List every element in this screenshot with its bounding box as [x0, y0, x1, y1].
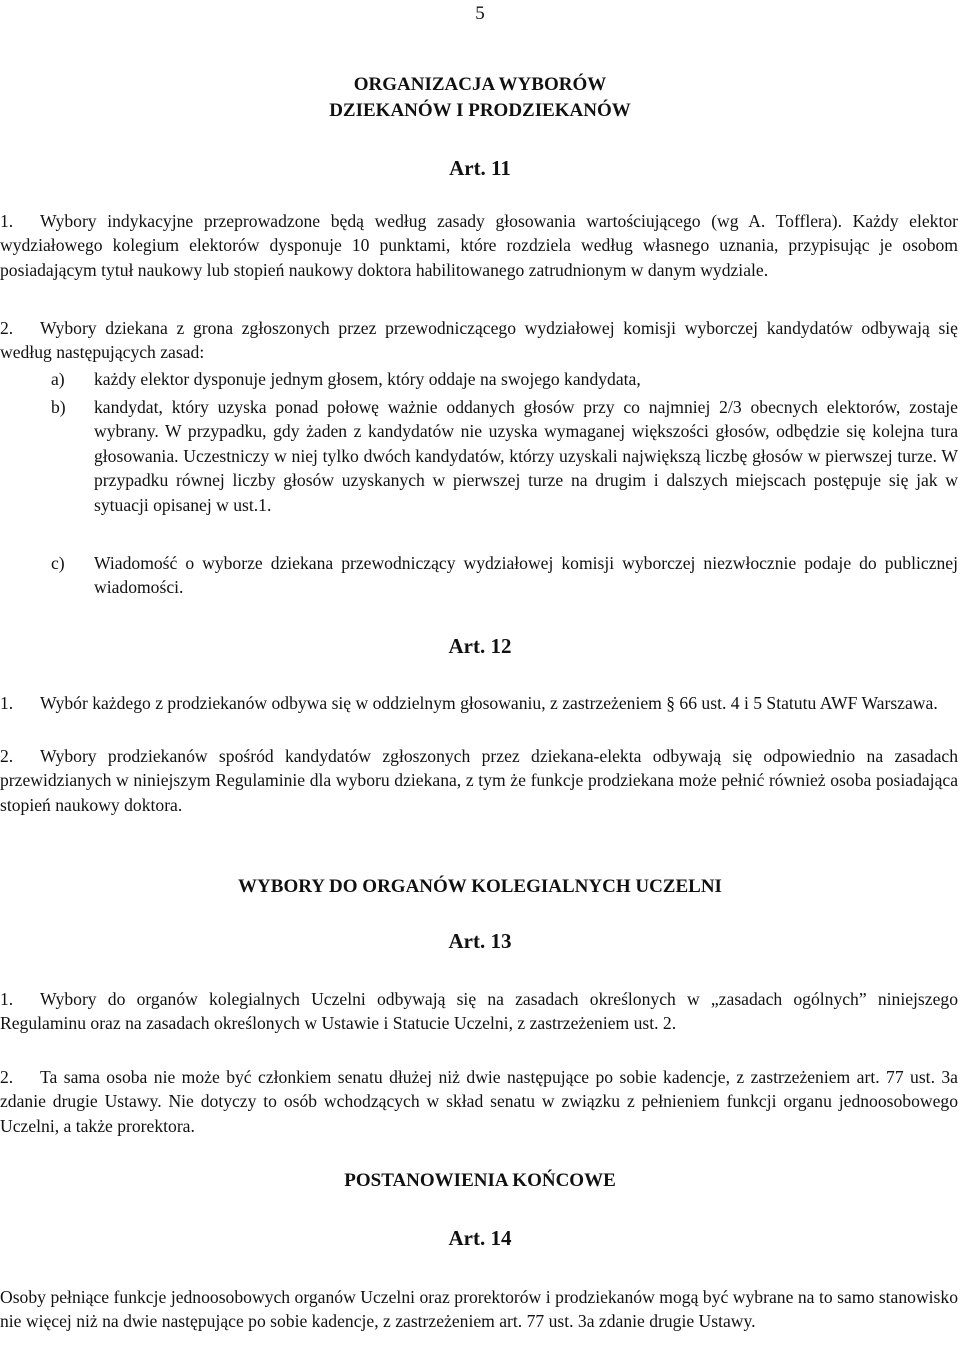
- list-item-b: [51, 395, 958, 517]
- article-11-paragraph-2: [0, 316, 958, 365]
- paragraph-text: Wybory dziekana z grona zgłoszonych przez przewodniczącego wydziałowej komisji wyborczej kandydatów odbywają się według następujących zasad:: [0, 318, 958, 363]
- article-12-title: Art. 12: [448, 634, 512, 658]
- article-14-paragraph: [0, 1285, 958, 1334]
- list-item-text: kandydat, który uzyska ponad połowę ważnie oddanych głosów przy co najmniej 2/3 obecnych elektorów, zostaje wybrany. W przypadku, gdy żaden z kandydatów nie uzyska wymaganej większości głosów, odbędzie się kolejna tura głosowania. Uczestniczy w niej tylko dwóch kandydatów, którzy uzyskali największą liczbę głosów w pierwszej turze. W przypadku równej liczby głosów uzyskanych w pierwszej turze na drugim i dalszych miejscach postępuje się jak w sytuacji opisanej w ust.1.: [94, 397, 958, 515]
- paragraph-number: 1.: [0, 211, 14, 231]
- list-item-text: każdy elektor dysponuje jednym głosem, który oddaje na swojego kandydata,: [94, 369, 641, 389]
- paragraph-number: 2.: [0, 1067, 14, 1087]
- page-number: 5: [475, 3, 485, 24]
- section-title-line-1: ORGANIZACJA WYBORÓW: [353, 74, 607, 95]
- list-item-a: [51, 367, 958, 391]
- section-title-postanowienia-koncowe: POSTANOWIENIA KOŃCOWE: [344, 1170, 616, 1191]
- paragraph-number: 1.: [0, 693, 14, 713]
- article-13-title: Art. 13: [448, 929, 512, 953]
- list-item-c: [51, 551, 958, 600]
- list-item-marker: c): [51, 553, 65, 573]
- paragraph-text: Ta sama osoba nie może być członkiem senatu dłużej niż dwie następujące po sobie kadencje, z zastrzeżeniem art. 77 ust. 3a zdanie drugie Ustawy. Nie dotyczy to osób wchodzących w skład senatu w związku z pełnieniem funkcji organu jednoosobowego Uczelni, a także prorektora.: [0, 1067, 958, 1136]
- article-11-paragraph-1: [0, 209, 958, 282]
- paragraph-text: Wybory prodziekanów spośród kandydatów zgłoszonych przez dziekana-elekta odbywają się odpowiednio na zasadach przewidzianych w niniejszym Regulaminie dla wyboru dziekana, z tym że funkcje prodziekana może pełnić również osoba posiadająca stopień naukowy doktora.: [0, 746, 958, 815]
- article-11-title: Art. 11: [449, 156, 511, 180]
- paragraph-text: Wybory indykacyjne przeprowadzone będą według zasady głosowania wartościującego (wg A. Tofflera). Każdy elektor wydziałowego kolegium elektorów dysponuje 10 punktami, które rozdziela według własnego uznania, przypisując je osobom posiadającym tytuł naukowy lub stopień naukowy doktora habilitowanego zatrudnionym w danym wydziale.: [0, 211, 958, 280]
- section-title-line-2: DZIEKANÓW I PRODZIEKANÓW: [329, 100, 631, 121]
- paragraph-text: Osoby pełniące funkcje jednoosobowych organów Uczelni oraz prorektorów i prodziekanów mogą być wybrane na to samo stanowisko nie więcej niż na dwie następujące po sobie kadencje, z zastrzeżeniem art. 77 ust. 3a zdanie drugie Ustawy.: [0, 1287, 958, 1332]
- paragraph-text: Wybory do organów kolegialnych Uczelni odbywają się na zasadach określonych w „zasadach ogólnych” niniejszego Regulaminu oraz na zasadach określonych w Ustawie i Statucie Uczelni, z zastrzeżeniem ust. 2.: [0, 989, 958, 1034]
- section-title-wybory-kolegialne: WYBORY DO ORGANÓW KOLEGIALNYCH UCZELNI: [238, 876, 722, 897]
- section-title-organizacja: [0, 72, 960, 124]
- article-12-paragraph-1: [0, 691, 958, 715]
- article-12-paragraph-2: [0, 744, 958, 817]
- paragraph-number: 2.: [0, 318, 14, 338]
- list-item-text: Wiadomość o wyborze dziekana przewodniczący wydziałowej komisji wyborczej niezwłocznie podaje do publicznej wiadomości.: [94, 553, 958, 598]
- list-item-marker: b): [51, 397, 66, 417]
- paragraph-number: 1.: [0, 989, 14, 1009]
- paragraph-number: 2.: [0, 746, 14, 766]
- article-14-title: Art. 14: [448, 1226, 512, 1250]
- article-13-paragraph-1: [0, 987, 958, 1036]
- paragraph-text: Wybór każdego z prodziekanów odbywa się w oddzielnym głosowaniu, z zastrzeżeniem § 66 ust. 4 i 5 Statutu AWF Warszawa.: [40, 693, 938, 713]
- list-item-marker: a): [51, 369, 65, 389]
- article-13-paragraph-2: [0, 1065, 958, 1138]
